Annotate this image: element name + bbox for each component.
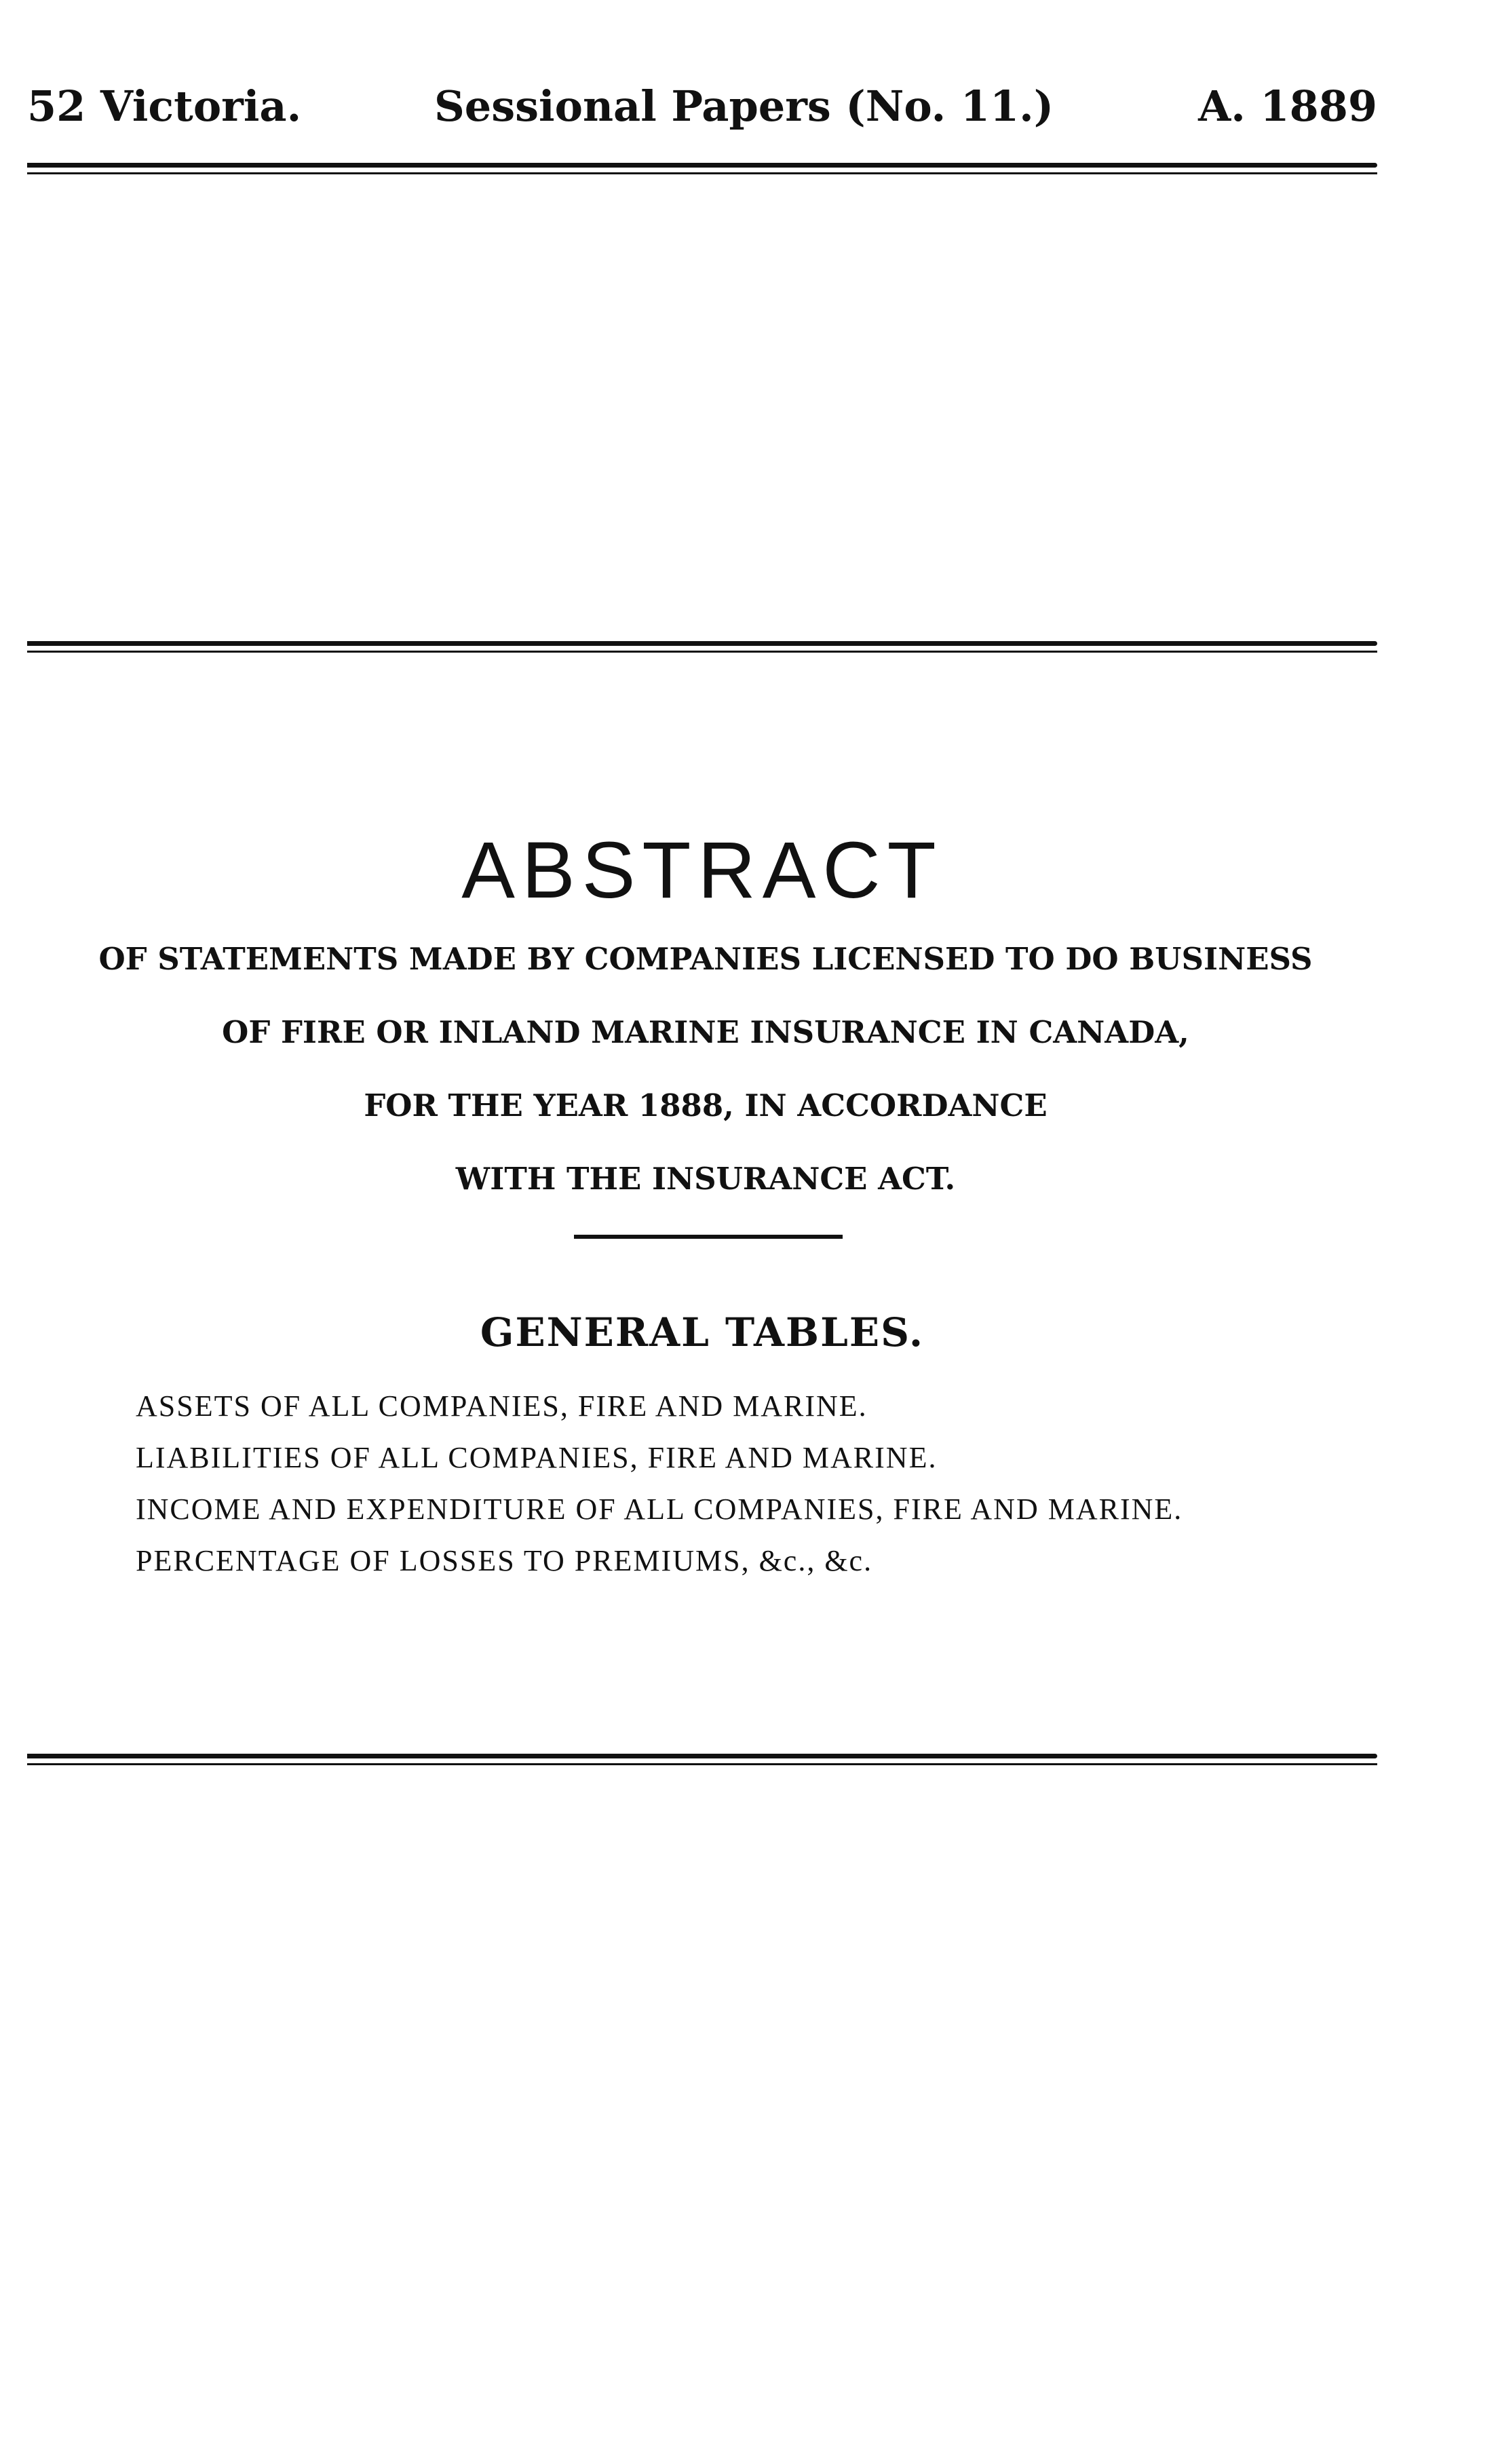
running-head-year: A. 1889	[1198, 81, 1377, 131]
subtitle-line: FOR THE YEAR 1888, IN ACCORDANCE	[364, 1087, 1048, 1123]
page-title: ABSTRACT	[461, 826, 943, 915]
section-heading: GENERAL TABLES.	[480, 1309, 925, 1355]
list-item: ASSETS OF ALL COMPANIES, FIRE AND MARINE.	[136, 1389, 868, 1423]
title-top-double-rule	[27, 641, 1377, 653]
tables-list	[136, 1381, 1183, 1587]
list-item: LIABILITIES OF ALL COMPANIES, FIRE AND MARINE.	[136, 1441, 938, 1474]
running-head-series: Sessional Papers (No. 11.)	[434, 81, 1054, 131]
list-item: INCOME AND EXPENDITURE OF ALL COMPANIES, FIRE AND MARINE.	[136, 1493, 1183, 1526]
running-head-volume: 52 Victoria.	[27, 81, 302, 131]
section-divider	[574, 1235, 843, 1239]
list-item: PERCENTAGE OF LOSSES TO PREMIUMS, &c., &c.	[136, 1544, 873, 1577]
subtitle-line: OF STATEMENTS MADE BY COMPANIES LICENSED TO DO BUSINESS	[98, 941, 1313, 977]
subtitle-line: WITH THE INSURANCE ACT.	[455, 1161, 956, 1197]
subtitle	[20, 923, 1391, 1216]
subtitle-line: OF FIRE OR INLAND MARINE INSURANCE IN CANADA,	[222, 1014, 1189, 1050]
footer-double-rule	[27, 1754, 1377, 1765]
header-double-rule	[27, 163, 1377, 174]
running-head	[27, 81, 1377, 136]
